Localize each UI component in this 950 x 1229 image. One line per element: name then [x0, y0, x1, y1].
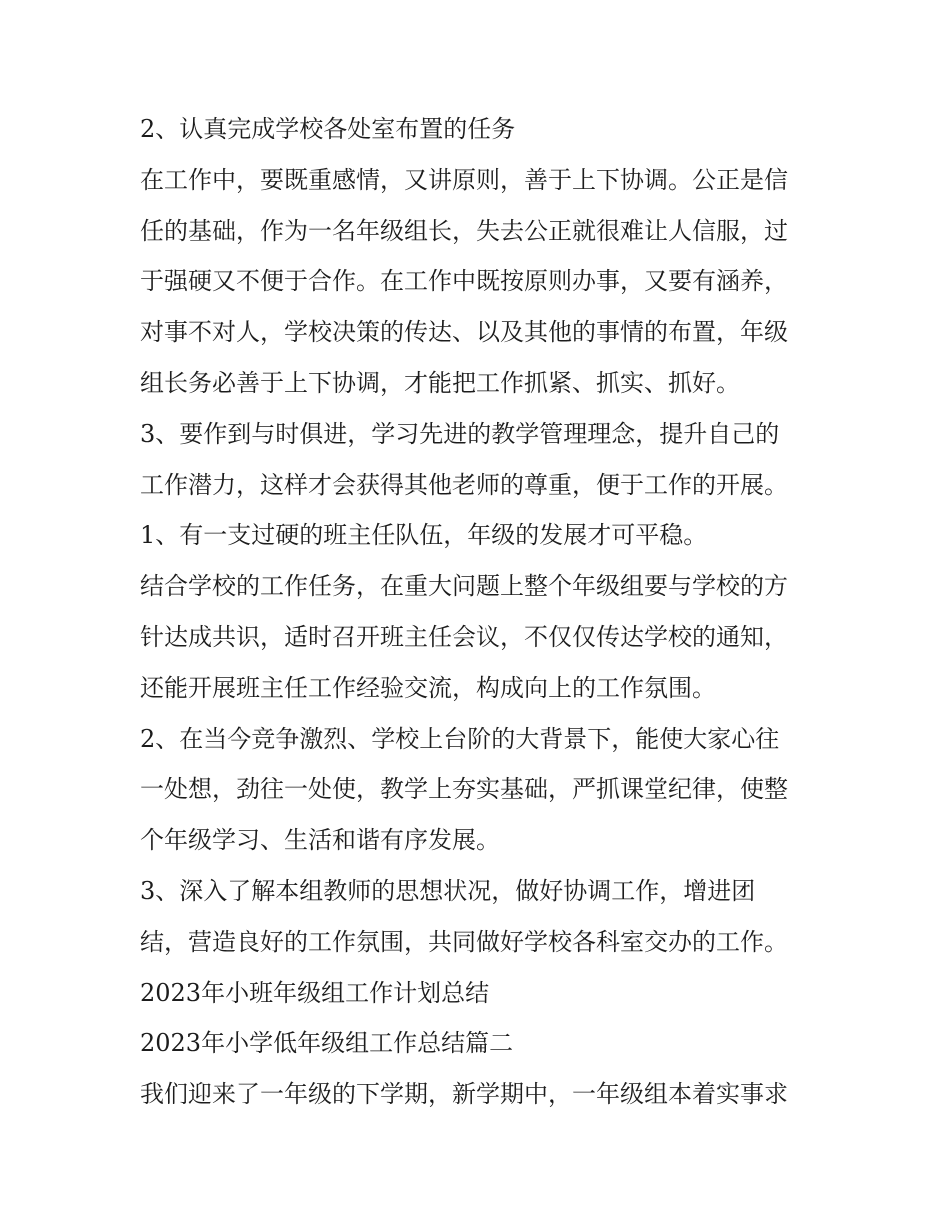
text-line: 在工作中，要既重感情，又讲原则，善于上下协调。公正是信 [140, 165, 788, 194]
document-body [140, 104, 830, 1120]
text-line: 任的基础，作为一名年级组长，失去公正就很难让人信服，过 [140, 216, 788, 245]
text-line: 工作潜力，这样才会获得其他老师的尊重，便于工作的开展。 [140, 470, 788, 499]
text-line: 一处想，劲往一处使，教学上夯实基础，严抓课堂纪律，使整 [140, 775, 788, 804]
text-line: 3、要作到与时俱进，学习先进的教学管理理念，提升自己的 [140, 419, 780, 448]
heading-line: 2023年小班年级组工作计划总结 [140, 978, 490, 1007]
text-line: 组长务必善于上下协调，才能把工作抓紧、抓实、抓好。 [140, 368, 740, 397]
text-line: 2、在当今竞争激烈、学校上台阶的大背景下，能使大家心往 [140, 724, 780, 753]
heading-line: 2023年小学低年级组工作总结篇二 [140, 1029, 514, 1058]
text-line: 个年级学习、生活和谐有序发展。 [140, 826, 500, 855]
text-line: 我们迎来了一年级的下学期，新学期中，一年级组本着实事求 [140, 1080, 788, 1109]
text-line: 2、认真完成学校各处室布置的任务 [140, 115, 516, 143]
text-line: 1、有一支过硬的班主任队伍，年级的发展才可平稳。 [140, 521, 708, 550]
text-line: 还能开展班主任工作经验交流，构成向上的工作氛围。 [140, 673, 716, 702]
text-line: 3、深入了解本组教师的思想状况，做好协调工作，增进团 [140, 876, 756, 905]
text-line: 结，营造良好的工作氛围，共同做好学校各科室交办的工作。 [140, 927, 788, 956]
text-line: 对事不对人，学校决策的传达、以及其他的事情的布置，年级 [140, 318, 788, 347]
text-line: 结合学校的工作任务，在重大问题上整个年级组要与学校的方 [140, 572, 788, 601]
text-line: 针达成共识，适时召开班主任会议，不仅仅传达学校的通知， [140, 622, 788, 651]
text-line: 于强硬又不便于合作。在工作中既按原则办事，又要有涵养， [140, 267, 788, 296]
